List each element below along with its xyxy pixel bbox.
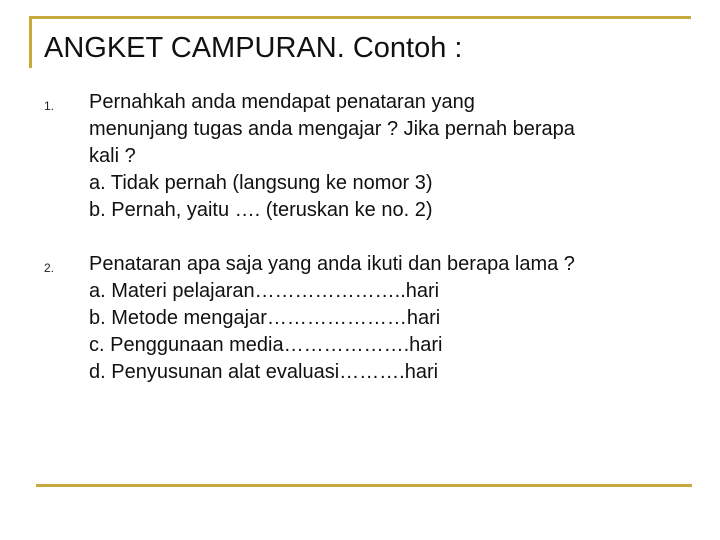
question-1-line-3: kali ?	[89, 145, 136, 167]
list-number-2: 2.	[44, 261, 55, 275]
top-border	[29, 16, 691, 19]
slide-title: ANGKET CAMPURAN. Contoh :	[44, 32, 463, 64]
option-2c: c. Penggunaan media……………….hari	[89, 334, 443, 356]
list-number-1: 1.	[44, 99, 55, 113]
left-border	[29, 16, 32, 68]
option-1a: a. Tidak pernah (langsung ke nomor 3)	[89, 172, 433, 194]
list-item-2	[89, 251, 709, 386]
question-1-line-2: menunjang tugas anda mengajar ? Jika pernah berapa	[89, 118, 575, 140]
list-item-1	[89, 89, 709, 224]
question-1-line-1: Pernahkah anda mendapat penataran yang	[89, 91, 475, 113]
option-2d: d. Penyusunan alat evaluasi……….hari	[89, 361, 439, 383]
bottom-rule	[36, 484, 692, 487]
question-2-line-1: Penataran apa saja yang anda ikuti dan berapa lama ?	[89, 253, 575, 275]
option-2b: b. Metode mengajar…………………hari	[89, 307, 441, 329]
option-2a: a. Materi pelajaran…………………..hari	[89, 280, 440, 302]
option-1b: b. Pernah, yaitu …. (teruskan ke no. 2)	[89, 199, 433, 221]
